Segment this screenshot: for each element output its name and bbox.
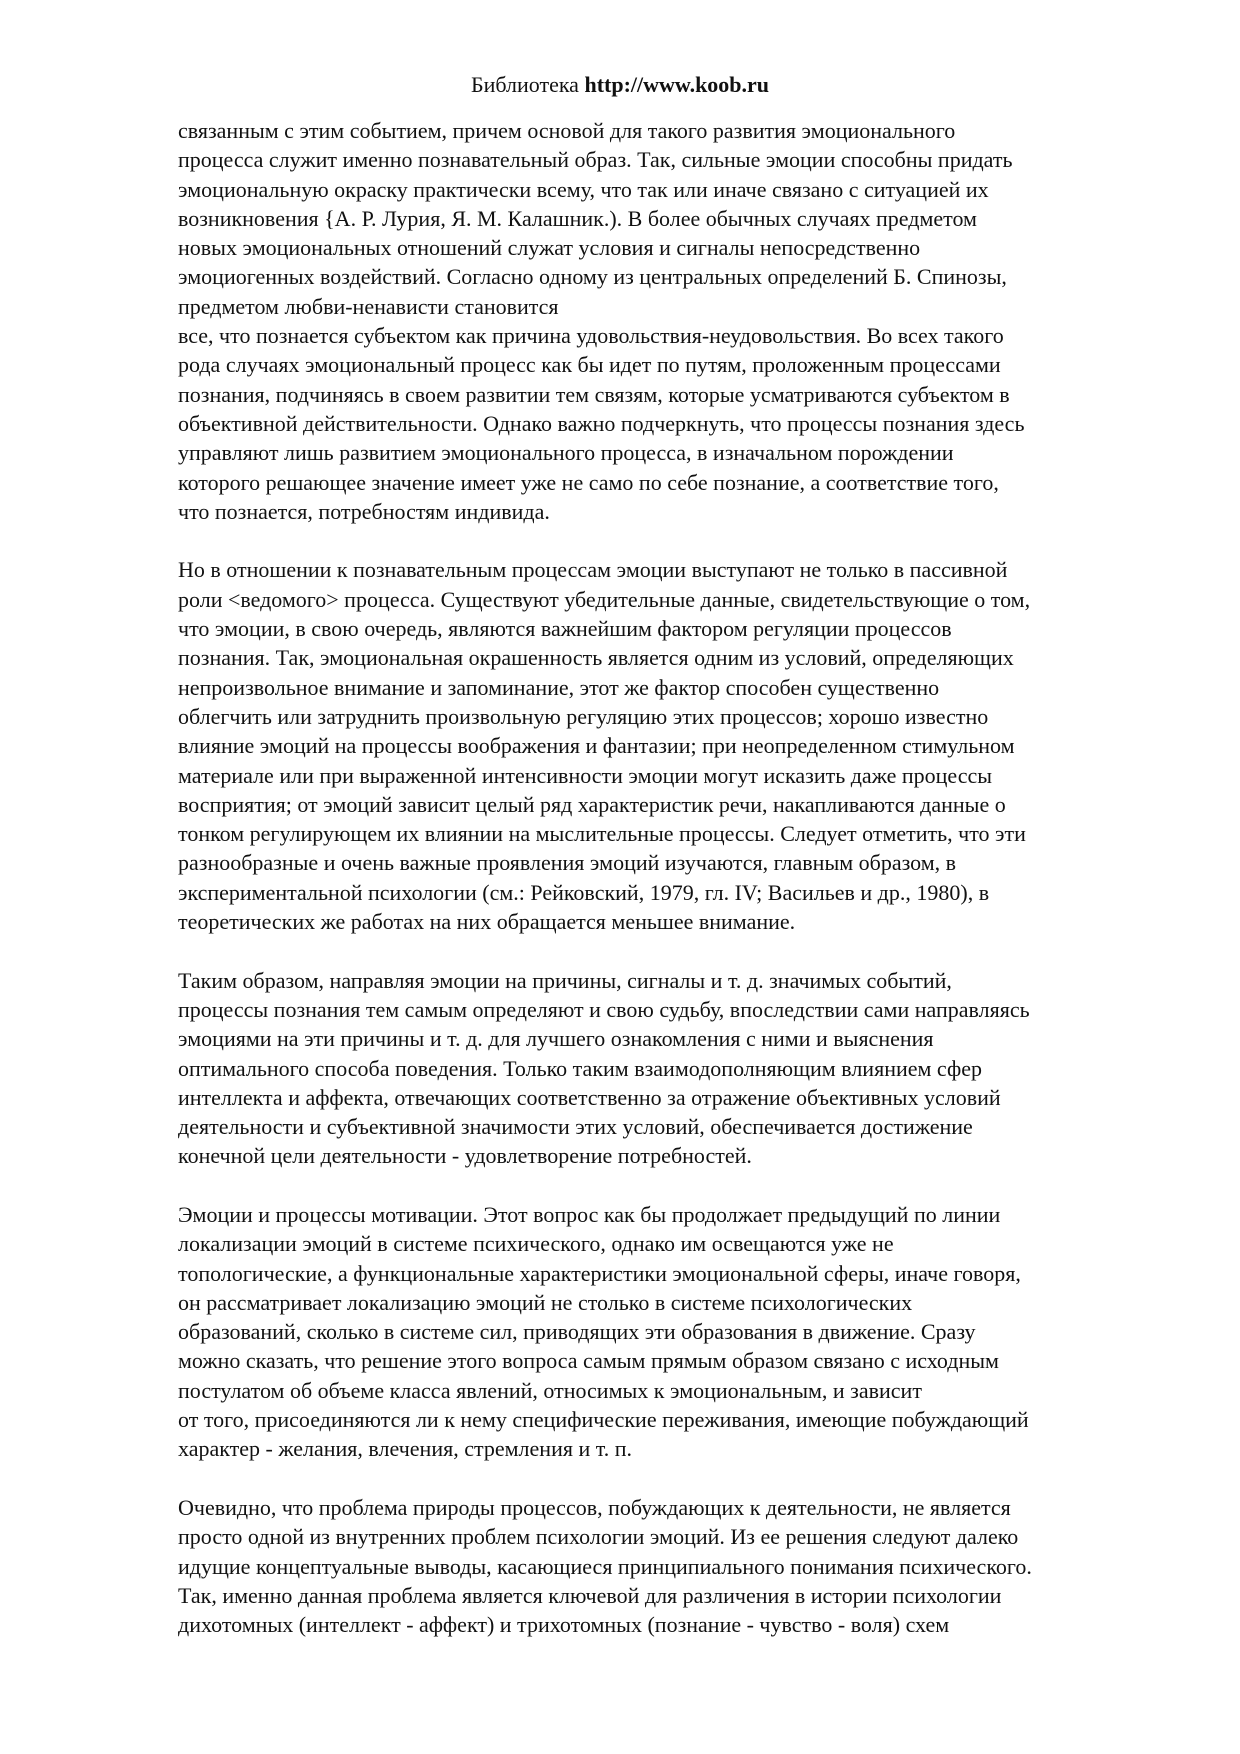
text-line: объективной действительности. Однако важно подчеркнуть, что процессы познания здесь (178, 410, 1025, 436)
text-line: рода случаях эмоциональный процесс как бы идет по путям, проложенным процессами (178, 352, 1001, 378)
text-line: тонком регулирующем их влиянии на мыслительные процессы. Следует отметить, что эти (178, 821, 1026, 847)
text-line: можно сказать, что решение этого вопроса самым прямым образом связано с исходным (178, 1348, 999, 1374)
paragraph-1 (178, 116, 1168, 526)
text-line: что эмоции, в свою очередь, являются важнейшим фактором регуляции процессов (178, 616, 952, 642)
paragraph-4 (178, 1200, 1168, 1464)
text-line: конечной цели деятельности - удовлетворение потребностей. (178, 1143, 752, 1169)
text-line: характер - желания, влечения, стремления и т. п. (178, 1436, 632, 1462)
text-line: образований, сколько в системе сил, приводящих эти образования в движение. Сразу (178, 1319, 976, 1345)
text-line: возникновения {А. Р. Лурия, Я. М. Калашник.). В более обычных случаях предметом (178, 205, 977, 231)
text-line: от того, присоединяются ли к нему специфические переживания, имеющие побуждающий (178, 1407, 1029, 1433)
text-line: все, что познается субъектом как причина удовольствия-неудовольствия. Во всех такого (178, 323, 1004, 349)
header-url: http://www.koob.ru (584, 72, 770, 97)
page-header (0, 70, 1240, 100)
text-line: восприятия; от эмоций зависит целый ряд характеристик речи, накапливаются данные о (178, 791, 1006, 817)
text-line: Очевидно, что проблема природы процессов, побуждающих к деятельности, не является (178, 1494, 1011, 1520)
text-line: экспериментальной психологии (см.: Рейковский, 1979, гл. IV; Васильев и др., 1980), в (178, 879, 990, 905)
text-line: идущие концептуальные выводы, касающиеся принципиального понимания психического. (178, 1553, 1032, 1579)
text-line: локализации эмоций в системе психического, однако им освещаются уже не (178, 1231, 894, 1257)
text-line: постулатом об объеме класса явлений, относимых к эмоциональным, и зависит (178, 1377, 922, 1403)
text-line: эмоциональную окраску практически всему, что так или иначе связано с ситуацией их (178, 176, 989, 202)
header-label: Библиотека (470, 72, 579, 97)
text-line: эмоциями на эти причины и т. д. для лучшего ознакомления с ними и выяснения (178, 1026, 934, 1052)
text-line: процесса служит именно познавательный образ. Так, сильные эмоции способны придать (178, 147, 1013, 173)
text-line: материале или при выраженной интенсивности эмоции могут исказить даже процессы (178, 762, 993, 788)
paragraph-3 (178, 966, 1168, 1171)
text-line: связанным с этим событием, причем основой для такого развития эмоционального (178, 118, 956, 143)
text-line: интеллекта и аффекта, отвечающих соответственно за отражение объективных условий (178, 1084, 1001, 1110)
text-line: управляют лишь развитием эмоционального процесса, в изначальном порождении (178, 440, 954, 466)
text-line: процессы познания тем самым определяют и свою судьбу, впоследствии сами направляясь (178, 996, 1030, 1022)
text-line: непроизвольное внимание и запоминание, этот же фактор способен существенно (178, 674, 940, 700)
text-line: Таким образом, направляя эмоции на причины, сигналы и т. д. значимых событий, (178, 967, 952, 993)
text-line: оптимального способа поведения. Только таким взаимодополняющим влиянием сфер (178, 1055, 982, 1081)
text-line: эмоциогенных воздействий. Согласно одному из центральных определений Б. Спинозы, (178, 264, 1007, 290)
text-line: дихотомных (интеллект - аффект) и трихотомных (познание - чувство - воля) схем (178, 1612, 950, 1638)
text-line: влияние эмоций на процессы воображения и фантазии; при неопределенном стимульном (178, 733, 1015, 759)
document-body (178, 116, 1168, 1639)
text-line: топологические, а функциональные характеристики эмоциональной сферы, иначе говоря, (178, 1260, 1021, 1286)
text-line: Эмоции и процессы мотивации. Этот вопрос как бы продолжает предыдущий по линии (178, 1201, 1001, 1227)
text-line: теоретических же работах на них обращается меньшее внимание. (178, 909, 796, 935)
text-line: которого решающее значение имеет уже не само по себе познание, а соответствие того, (178, 469, 999, 495)
text-line: облегчить или затруднить произвольную регуляцию этих процессов; хорошо известно (178, 703, 989, 729)
text-line: просто одной из внутренних проблем психологии эмоций. Из ее решения следуют далеко (178, 1524, 1019, 1550)
text-line: познания. Так, эмоциональная окрашенность является одним из условий, определяющих (178, 645, 1014, 671)
text-line: что познается, потребностям индивида. (178, 498, 550, 524)
text-line: предметом любви-ненависти становится (178, 293, 559, 319)
text-line: Но в отношении к познавательным процессам эмоции выступают не только в пассивной (178, 557, 1008, 583)
text-line: роли <ведомого> процесса. Существуют убедительные данные, свидетельствующие о том, (178, 586, 1031, 612)
text-line: он рассматривает локализацию эмоций не столько в системе психологических (178, 1289, 913, 1315)
text-line: познания, подчиняясь в своем развитии тем связям, которые усматриваются субъектом в (178, 381, 1010, 407)
text-line: Так, именно данная проблема является ключевой для различения в истории психологии (178, 1582, 1002, 1608)
paragraph-2 (178, 555, 1168, 936)
text-line: новых эмоциональных отношений служат условия и сигналы непосредственно (178, 235, 921, 261)
text-line: деятельности и субъективной значимости этих условий, обеспечивается достижение (178, 1114, 973, 1140)
paragraph-5 (178, 1493, 1168, 1639)
text-line: разнообразные и очень важные проявления эмоций изучаются, главным образом, в (178, 850, 957, 876)
